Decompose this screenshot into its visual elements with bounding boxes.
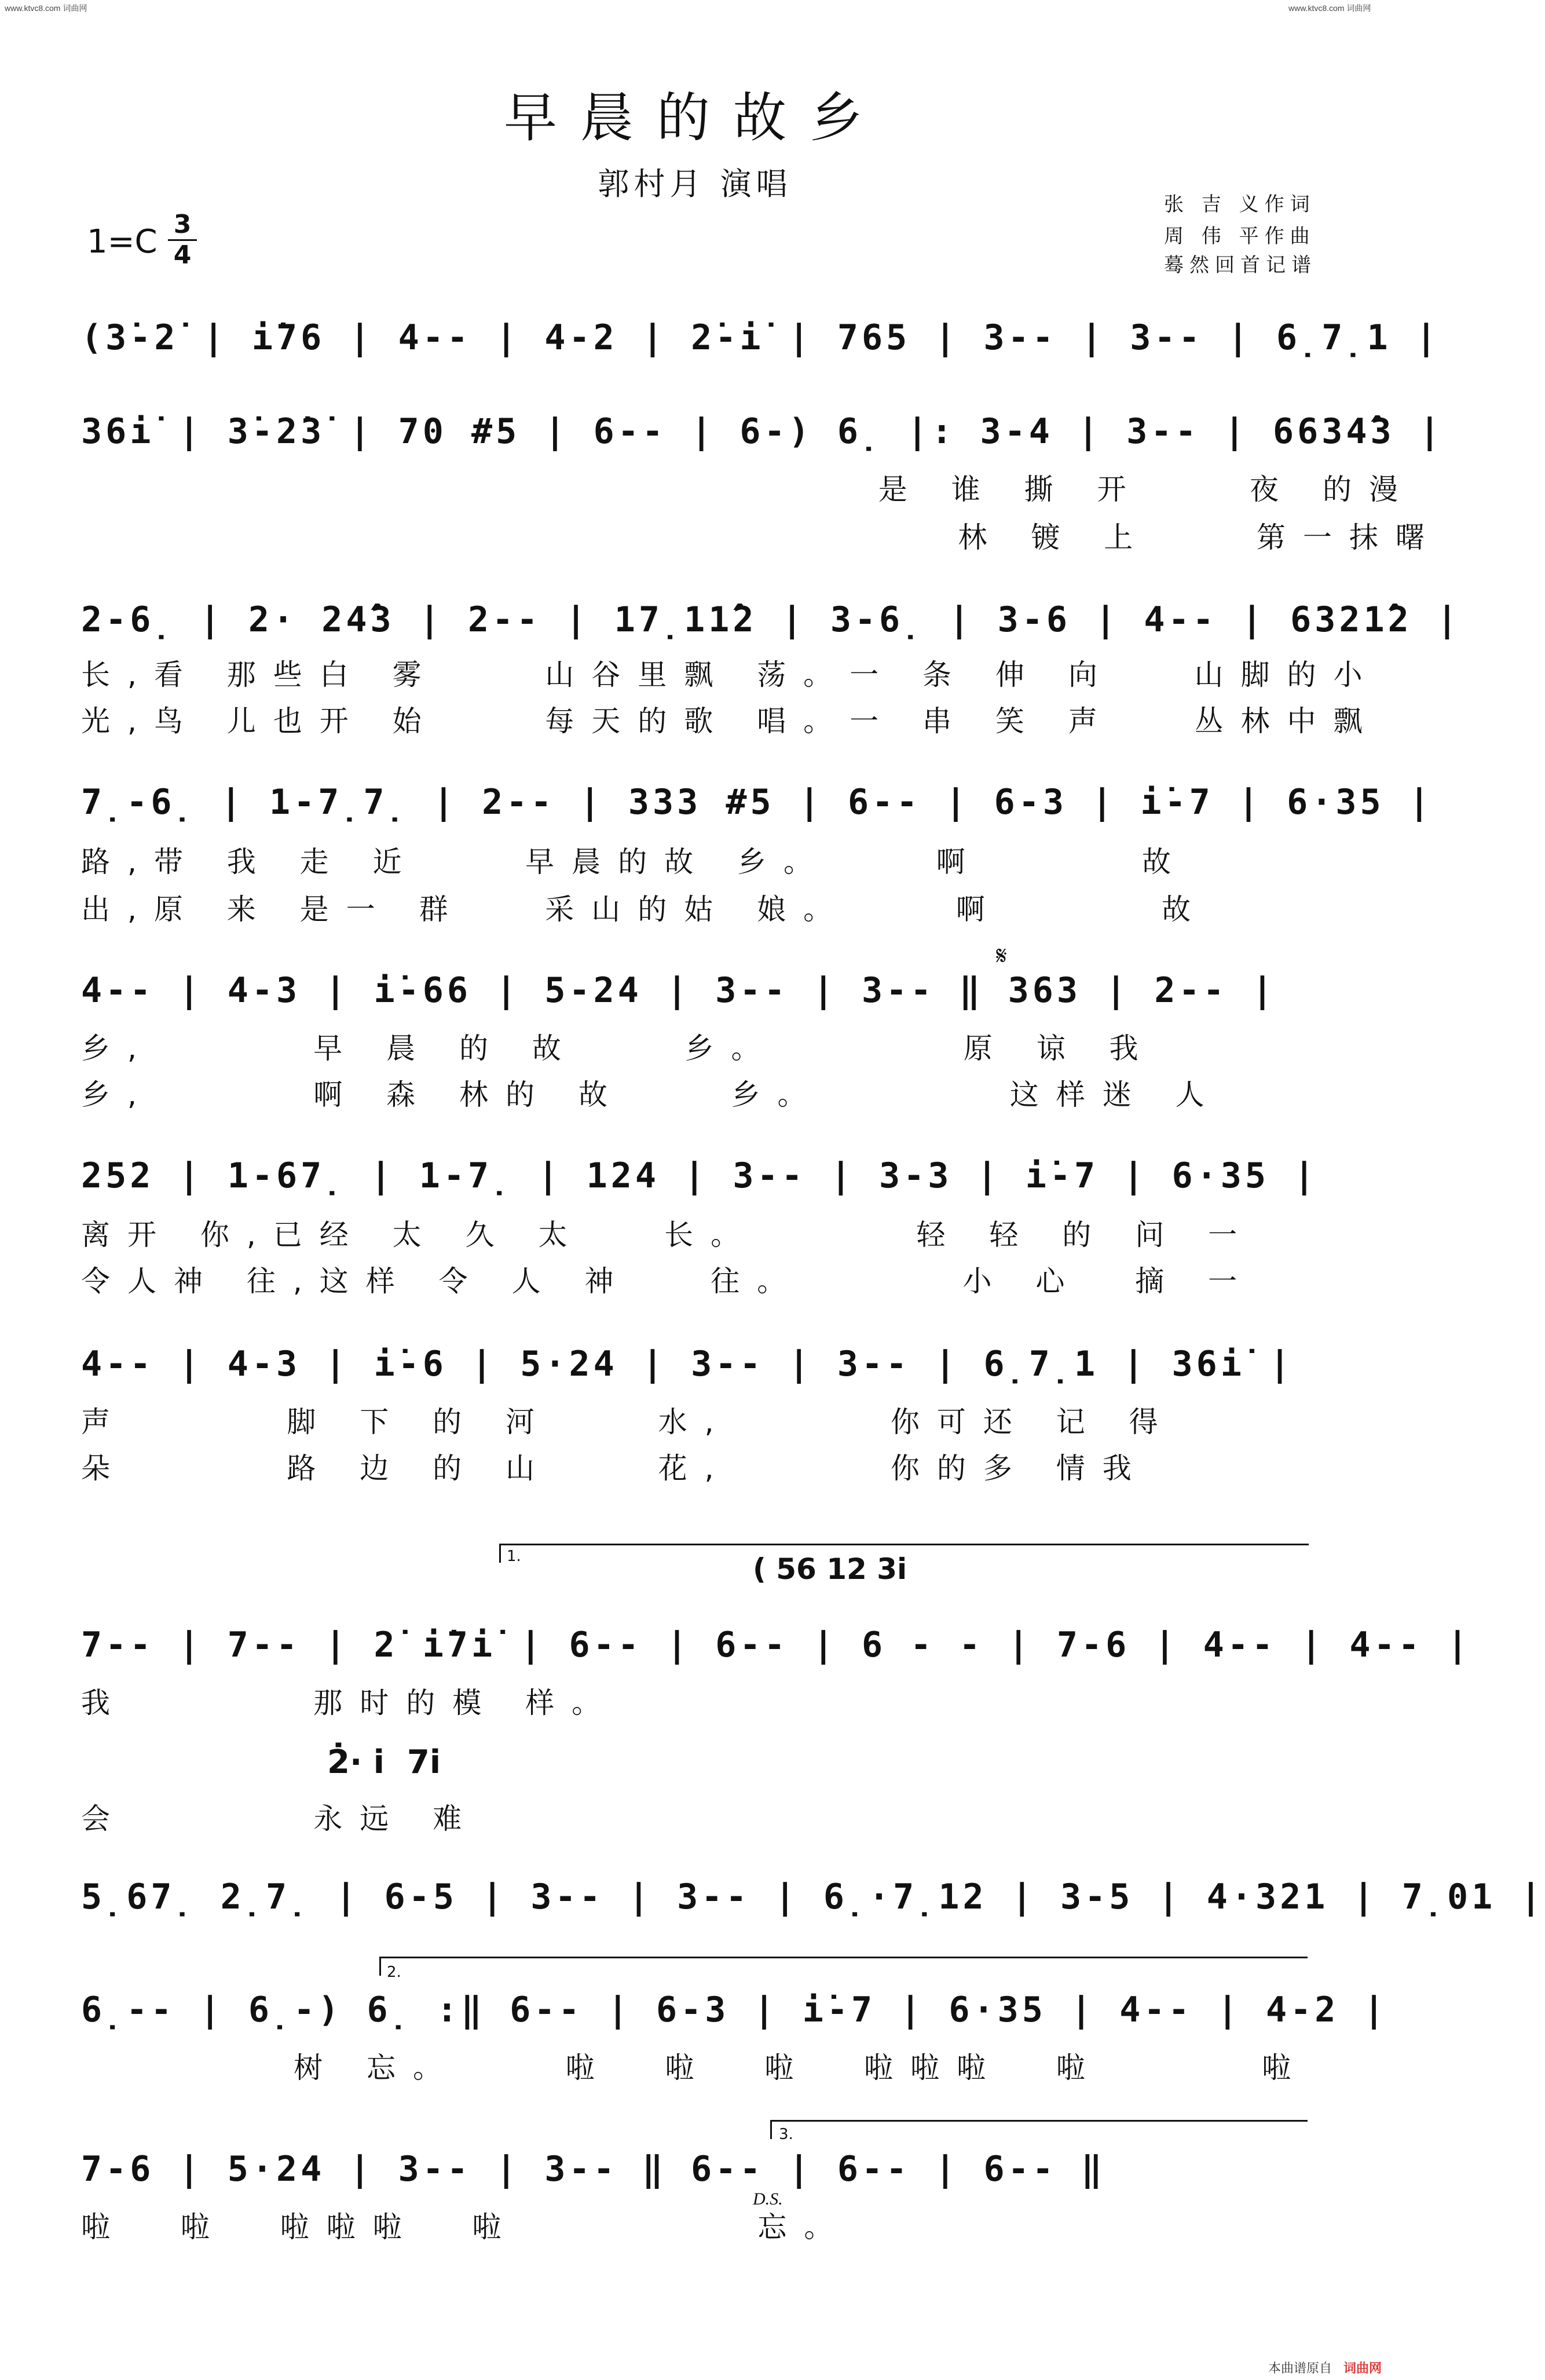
score-line-5: 4-- | 4-3 | i̇-66 | 5-24 | 3-- | 3-- ‖ 363 | 2-- |	[81, 970, 1277, 1011]
lyric-line-8c: 会 永远 难	[81, 1802, 479, 1836]
site-watermark-right: www.ktvc8.com 词曲网	[1288, 3, 1371, 13]
score-line-8: 7-- | 7-- | 2̇ i̇7i̇ | 6-- | 6-- | 6 - - | 7-6 | 4-- | 4-- |	[81, 1625, 1472, 1665]
lyric-line-7a: 声 脚 下 的 河 水, 你可还 记 得	[81, 1405, 1176, 1439]
segno-sign: 𝄋	[996, 941, 1007, 971]
score-line-2: 36i̇ | 3̇-2̇3̇ | 70 #5 | 6-- | 6-) 6̣ |: 3-4 | 3-- | 6634̂3 |	[81, 411, 1444, 452]
lyric-line-3a: 长,看 那些白 雾 山谷里飘 荡。一 条 伸 向 山脚的小	[81, 658, 1380, 692]
lyric-line-10: 树 忘。 啦 啦 啦 啦啦啦 啦 啦	[81, 2051, 1309, 2085]
time-signature	[168, 211, 197, 269]
first-ending-label: 1.	[507, 1548, 521, 1565]
score-line-11: 7-6 | 5·24 | 3-- | 3-- ‖ 6-- | 6-- | 6-- ‖	[81, 2149, 1106, 2189]
footer-site-logo: 词曲网	[1343, 2361, 1382, 2376]
lyric-line-5a: 乡, 早 晨 的 故 乡。 原 谅 我	[81, 1032, 1156, 1065]
lyricist-credit: 张 吉 义作词	[1164, 193, 1316, 216]
score-line-6: 252 | 1-67̣ | 1-7̣ | 124 | 3-- | 3-3 | i̇-7 | 6·35 |	[81, 1156, 1319, 1196]
singer-credit: 郭村月 演唱	[598, 166, 792, 202]
lyric-line-4a: 路,带 我 走 近 早晨的故 乡。 啊 故	[81, 845, 1188, 879]
score-line-7: 4-- | 4-3 | i̇-6 | 5·24 | 3-- | 3-- | 6̣7̣1 | 36i̇ |	[81, 1344, 1294, 1384]
score-line-3: 2-6̣ | 2· 24̂3 | 2-- | 17̣11̂2 | 3-6̣ | 3-6 | 4-- | 6321̂2 |	[81, 599, 1462, 640]
transcriber-credit: 蓦然回首记谱	[1164, 254, 1317, 277]
composer-credit: 周 伟 平作曲	[1164, 225, 1316, 248]
lyric-line-6b: 令人神 往,这样 令 人 神 往。 小 心 摘 一	[81, 1264, 1255, 1298]
intro-fill-notes: ( 56 12 3i̇	[753, 1552, 907, 1586]
score-line-9: 5̣67̣ 2̣7̣ | 6-5 | 3-- | 3-- | 6̣·7̣12 | 3-5 | 4·321 | 7̣01 |	[81, 1877, 1545, 1917]
alt-fill-notes: 2̇· i̇ 7i̇	[327, 1743, 441, 1781]
site-watermark-left: www.ktvc8.com 词曲网	[5, 3, 87, 13]
third-ending-label: 3.	[779, 2126, 793, 2143]
dal-segno-mark: D.S.	[753, 2189, 783, 2209]
song-title: 早晨的故乡	[503, 87, 886, 149]
time-bottom: 4	[173, 240, 192, 270]
lyric-line-3b: 光,鸟 儿也开 始 每天的歌 唱。一 串 笑 声 丛林中飘	[81, 704, 1380, 738]
lyric-line-2b: 林 镀 上 第一抹曙	[81, 521, 1442, 554]
lyric-line-6a: 离开 你,已经 太 久 太 长。 轻 轻 的 问 一	[81, 1218, 1255, 1252]
second-ending-label: 2.	[387, 1964, 401, 1981]
lyric-line-5b: 乡, 啊 森 林的 故 乡。 这样迷 人	[81, 1078, 1222, 1112]
lyric-line-11: 啦 啦 啦啦啦 啦 忘。	[81, 2210, 851, 2244]
lyric-line-4b: 出,原 来 是一 群 采山的姑 娘。 啊 故	[81, 893, 1209, 926]
score-line-10: 6̣-- | 6̣-) 6̣ :‖ 6-- | 6-3 | i̇-7 | 6·35 | 4-- | 4-2 |	[81, 1990, 1388, 2030]
lyric-line-8a: 我 那时的模 样。	[81, 1686, 618, 1720]
key-signature: 1=C	[87, 223, 158, 261]
second-ending-bracket	[379, 1957, 1308, 1976]
score-line-4: 7̣-6̣ | 1-7̣7̣ | 2-- | 333 #5 | 6-- | 6-3 | i̇-7 | 6·35 |	[81, 782, 1433, 822]
lyric-line-2a: 是 谁 撕 开 夜 的漫	[81, 473, 1415, 506]
lyric-line-7b: 朵 路 边 的 山 花, 你的多 情我	[81, 1452, 1149, 1485]
time-top: 3	[173, 210, 192, 239]
score-line-1: (3̇-2̇ | i̇76 | 4-- | 4-2 | 2̇-i̇ | 765 | 3-- | 3-- | 6̣7̣1 |	[81, 317, 1440, 358]
footer-source-label: 本曲谱原自	[1268, 2361, 1332, 2376]
third-ending-bracket	[770, 2120, 1308, 2139]
